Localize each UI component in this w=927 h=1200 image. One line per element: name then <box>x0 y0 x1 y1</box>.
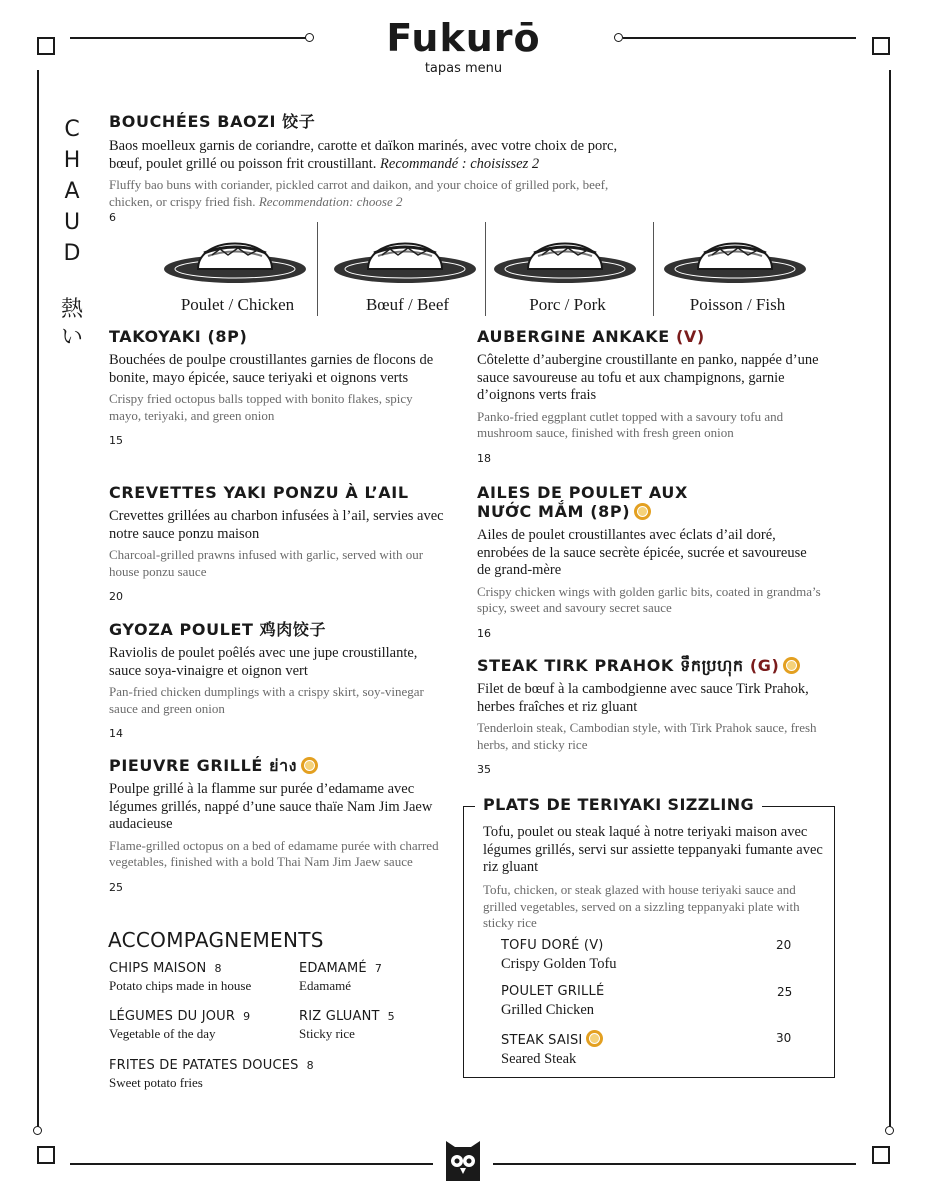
side-price: 7 <box>374 962 382 975</box>
item-name: GYOZA POULET 鸡肉饺子 <box>109 620 327 639</box>
sizzling-option-steak <box>501 1030 603 1068</box>
accompagnements-title: ACCOMPAGNEMENTS <box>108 928 324 952</box>
menu-item-takoyaki <box>109 327 439 447</box>
bao-option-beef <box>325 222 490 318</box>
side-price: 8 <box>306 1059 314 1072</box>
item-desc-en <box>109 177 649 210</box>
item-desc-en: Charcoal-grilled prawns infused with garlic, served with our house ponzu sauce <box>109 547 424 579</box>
side-price: 9 <box>243 1010 251 1023</box>
item-name: PIEUVRE GRILLÉ ย่าง <box>109 756 298 775</box>
spicy-chili-icon <box>783 657 800 674</box>
side-item <box>109 959 251 994</box>
item-desc-fr: Filet de bœuf à la cambodgienne avec sauce Tirk Prahok, herbes fraîches et riz gluant <box>477 681 809 715</box>
bao-option-fish <box>655 222 820 318</box>
item-desc-fr <box>109 138 649 173</box>
item-price: 18 <box>477 451 491 465</box>
frame-dot <box>33 1126 42 1135</box>
side-desc-en: Sweet potato fries <box>109 1075 203 1090</box>
divider <box>317 222 318 316</box>
item-name: TAKOYAKI (8P) <box>109 327 248 346</box>
bao-label: Bœuf / Beef <box>365 295 450 314</box>
item-name: CREVETTES YAKI PONZU À L’AIL <box>109 483 409 502</box>
section-letter: A <box>64 179 80 204</box>
sizzling-desc-fr: Tofu, poulet ou steak laqué à notre teriyaki maison avec légumes grillés, servi sur assiette teppanyaki fumante avec riz gluant <box>483 824 823 875</box>
menu-item-baozi <box>109 112 649 224</box>
frame-corner <box>872 1146 890 1164</box>
item-price: 25 <box>109 880 123 894</box>
section-jp-char: い <box>60 325 83 350</box>
side-item <box>109 1007 250 1042</box>
option-desc-en: Seared Steak <box>501 1051 577 1067</box>
bao-option-chicken <box>155 222 320 318</box>
option-price: 20 <box>776 938 792 952</box>
item-desc-en: Crispy chicken wings with golden garlic bits, coated in grandma’s spicy, sweet and savoury secret sauce <box>477 583 821 615</box>
section-label-japanese <box>56 296 88 352</box>
side-name: LÉGUMES DU JOUR <box>109 1009 236 1024</box>
item-desc-en: Flame-grilled octopus on a bed of edamame purée with charred vegetables, finished with a bold Thai Nam Jim Jaew sauce <box>109 837 439 869</box>
bao-bun-icon <box>330 225 480 291</box>
item-name: BOUCHÉES BAOZI 饺子 <box>109 112 316 131</box>
item-desc-en: Panko-fried eggplant cutlet topped with a savoury tofu and mushroom sauce, finished with fresh green onion <box>477 408 784 440</box>
item-desc-fr: Ailes de poulet croustillantes avec éclats d’ail doré, enrobées de la sauce secrète épicée, sucrée et savoureuse de grand-mère <box>477 527 807 578</box>
item-desc-fr-reco: Recommandé : choisissez 2 <box>380 155 540 172</box>
frame-bottom-right <box>493 1163 856 1165</box>
side-name: EDAMAMÉ <box>299 961 367 976</box>
item-price: 20 <box>109 590 123 603</box>
brand-subtitle: tapas menu <box>424 61 503 76</box>
item-name-row <box>109 756 459 775</box>
brand-title: Fukurō <box>386 16 541 60</box>
item-desc-en: Pan-fried chicken dumplings with a crispy skirt, soy-vinegar sauce and green onion <box>109 684 424 716</box>
item-price: 14 <box>109 727 123 740</box>
item-desc-fr: Bouchées de poulpe croustillantes garnies de flocons de bonite, mayo épicée, sauce teriyaki et oignons verts <box>109 352 434 386</box>
section-letter: D <box>63 241 81 266</box>
menu-item-steak <box>477 656 832 776</box>
item-name-line: AILES DE POULET AUX <box>477 483 688 502</box>
item-price: 16 <box>477 626 491 640</box>
section-label-chaud <box>56 114 88 269</box>
side-desc-en: Vegetable of the day <box>109 1026 216 1041</box>
menu-item-pieuvre <box>109 756 459 894</box>
item-name-row <box>477 502 822 521</box>
option-price: 25 <box>777 985 793 999</box>
spicy-chili-icon <box>586 1030 603 1047</box>
item-desc-en-reco: Recommendation: choose 2 <box>258 193 403 209</box>
bao-label: Porc / Pork <box>529 295 606 314</box>
frame-corner <box>37 1146 55 1164</box>
side-item <box>299 1007 395 1042</box>
option-name-row <box>501 1030 603 1048</box>
bao-label: Poisson / Fish <box>689 295 786 314</box>
item-desc-fr-main: Baos moelleux garnis de coriandre, carotte et daïkon marinés, avec votre choix de porc, bœuf, poulet grillé ou poisson frit croustillant. <box>109 138 618 172</box>
frame-bottom-left <box>70 1163 433 1165</box>
section-letter: U <box>63 210 81 235</box>
item-price: 35 <box>477 763 491 776</box>
menu-item-aubergine <box>477 327 822 465</box>
option-desc-en: Crispy Golden Tofu <box>501 956 617 972</box>
owl-logo-icon <box>443 1137 483 1183</box>
bao-bun-icon <box>660 225 810 291</box>
divider <box>653 222 654 316</box>
item-name-row <box>477 327 822 346</box>
side-desc-en: Edamamé <box>299 978 351 993</box>
menu-item-gyoza <box>109 620 434 740</box>
spicy-chili-icon <box>634 503 651 520</box>
side-price: 8 <box>214 962 222 975</box>
side-item <box>299 959 382 994</box>
option-name: TOFU DORÉ (V) <box>501 938 604 953</box>
item-price: 15 <box>109 434 123 447</box>
bao-label: Poulet / Chicken <box>180 295 295 314</box>
item-price: 6 <box>109 211 116 224</box>
section-letter: C <box>64 117 80 142</box>
side-name: FRITES DE PATATES DOUCES <box>109 1058 299 1073</box>
side-item <box>109 1056 314 1091</box>
item-desc-en: Tenderloin steak, Cambodian style, with Tirk Prahok sauce, fresh herbs, and sticky rice <box>477 720 817 752</box>
side-name: CHIPS MAISON <box>109 961 207 976</box>
item-desc-fr: Raviolis de poulet poêlés avec une jupe croustillante, sauce soya-vinaigre et oignon vert <box>109 645 418 679</box>
option-price: 30 <box>776 1031 792 1045</box>
bao-bun-icon <box>160 225 310 291</box>
side-price: 5 <box>387 1010 395 1023</box>
frame-dot <box>885 1126 894 1135</box>
item-desc-en: Crispy fried octopus balls topped with bonito flakes, spicy mayo, teriyaki, and green onion <box>109 391 413 423</box>
section-letter: H <box>63 148 81 173</box>
bao-options <box>155 222 815 318</box>
bao-bun-icon <box>490 225 640 291</box>
item-name-row <box>477 656 832 675</box>
frame-left <box>37 70 39 1130</box>
option-name: STEAK SAISI <box>501 1033 583 1048</box>
menu-item-crevettes <box>109 483 454 603</box>
diet-tag: (G) <box>749 656 780 675</box>
item-name: AUBERGINE ANKAKE <box>477 327 670 346</box>
sizzling-option-poulet <box>501 984 604 1019</box>
side-desc-en: Sticky rice <box>299 1026 355 1041</box>
diet-tag: (V) <box>675 327 705 346</box>
menu-item-ailes <box>477 483 822 640</box>
section-jp-char: 熱 <box>60 297 83 322</box>
item-desc-fr: Poulpe grillé à la flamme sur purée d’edamame avec légumes grillés, nappé d’une sauce thaïe Nam Jim Jaew audacieuse <box>109 781 433 832</box>
sizzling-title: PLATS DE TERIYAKI SIZZLING <box>475 795 762 814</box>
sizzling-desc-en: Tofu, chicken, or steak glazed with house teriyaki sauce and grilled vegetables, served on a sizzling teppanyaki plate with sticky rice <box>483 882 800 930</box>
side-desc-en: Potato chips made in house <box>109 978 252 993</box>
side-name: RIZ GLUANT <box>299 1009 380 1024</box>
frame-right <box>889 70 891 1130</box>
spicy-chili-icon <box>301 757 318 774</box>
item-name: STEAK TIRK PRAHOK ទឹកប្រហុក <box>477 656 744 675</box>
option-desc-en: Grilled Chicken <box>501 1002 595 1018</box>
option-name: POULET GRILLÉ <box>501 984 605 999</box>
sizzling-option-tofu <box>501 938 617 973</box>
item-desc-fr: Crevettes grillées au charbon infusées à l’ail, servies avec notre sauce ponzu maison <box>109 508 444 542</box>
item-name-line: NƯỚC MẮM (8P) <box>477 502 631 521</box>
item-desc-fr: Côtelette d’aubergine croustillante en panko, nappée d’une sauce savoureuse au tofu et aux champignons, garnie d’oignons verts frais <box>477 352 819 403</box>
bao-option-pork <box>485 222 650 318</box>
item-desc-en-main: Fluffy bao buns with coriander, pickled carrot and daikon, and your choice of grilled pork, beef, chicken, or crispy fried fish. <box>109 177 609 209</box>
